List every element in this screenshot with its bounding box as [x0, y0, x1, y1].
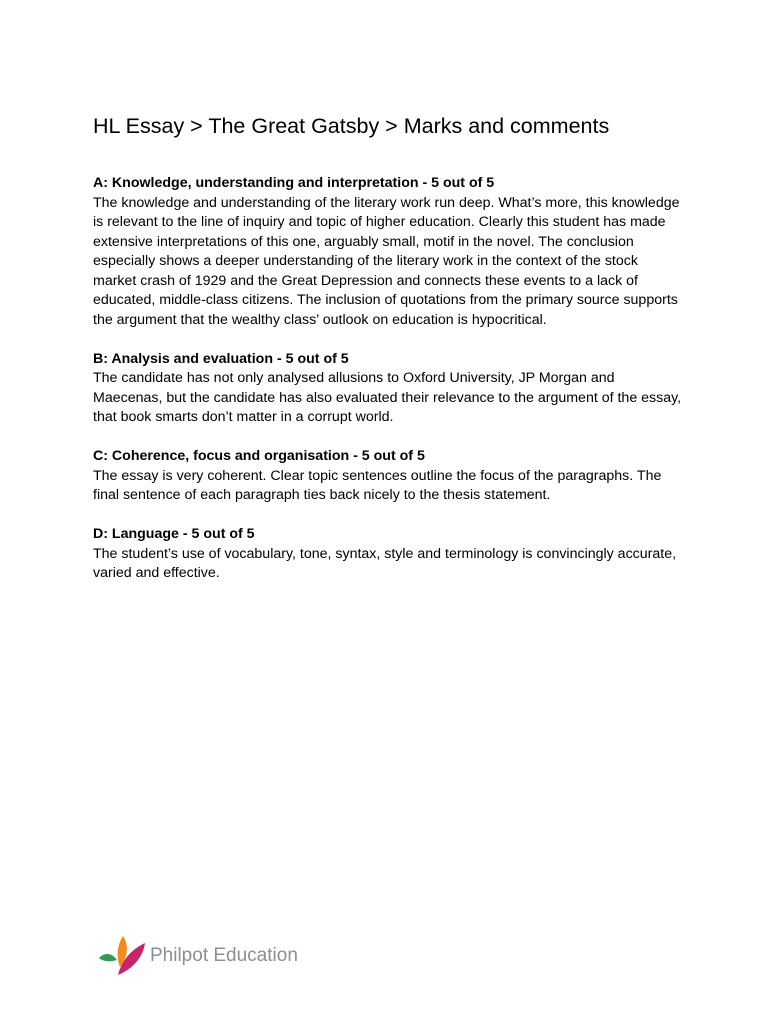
page-title: HL Essay > The Great Gatsby > Marks and comments	[93, 114, 610, 138]
criterion-comment: The candidate has not only analysed allusions to Oxford University, JP Morgan and Maecenas, but the candidate has also evaluated their relevance to the argument of the essay, that book smarts don’t matter in a corrupt world.	[93, 370, 682, 425]
criterion-heading: D: Language - 5 out of 5	[93, 526, 255, 542]
criterion-comment: The knowledge and understanding of the literary work run deep. What’s more, this knowledge is relevant to the line of inquiry and topic of higher education. Clearly this student has made extensive interpretations of this one, arguably small, motif in the novel. The conclusion especially shows a deeper understanding of the literary work in the context of the stock market crash of 1929 and the Great Depression and connects these events to a lack of educated, middle-class citizens. The inclusion of quotations from the primary source supports the argument that the wealthy class’ outlook on education is hypocritical.	[93, 194, 680, 328]
philpot-leaf-logo-icon	[98, 936, 148, 976]
criterion-c	[93, 447, 683, 506]
criterion-heading: A: Knowledge, understanding and interpretation - 5 out of 5	[93, 175, 495, 191]
criterion-heading: B: Analysis and evaluation - 5 out of 5	[93, 350, 349, 367]
logo-leaf-green	[99, 954, 117, 961]
criteria-list	[93, 174, 683, 603]
criterion-d	[93, 525, 683, 584]
brand-logo	[98, 936, 298, 976]
criterion-comment: The student’s use of vocabulary, tone, syntax, style and terminology is convincingly accurate, varied and effective.	[93, 545, 677, 581]
criterion-a	[93, 174, 683, 330]
brand-name: Philpot Education	[150, 945, 298, 966]
criterion-heading: C: Coherence, focus and organisation - 5 out of 5	[93, 448, 425, 464]
criterion-b	[93, 350, 683, 428]
criterion-comment: The essay is very coherent. Clear topic sentences outline the focus of the paragraphs. The final sentence of each paragraph ties back nicely to the thesis statement.	[93, 467, 662, 503]
